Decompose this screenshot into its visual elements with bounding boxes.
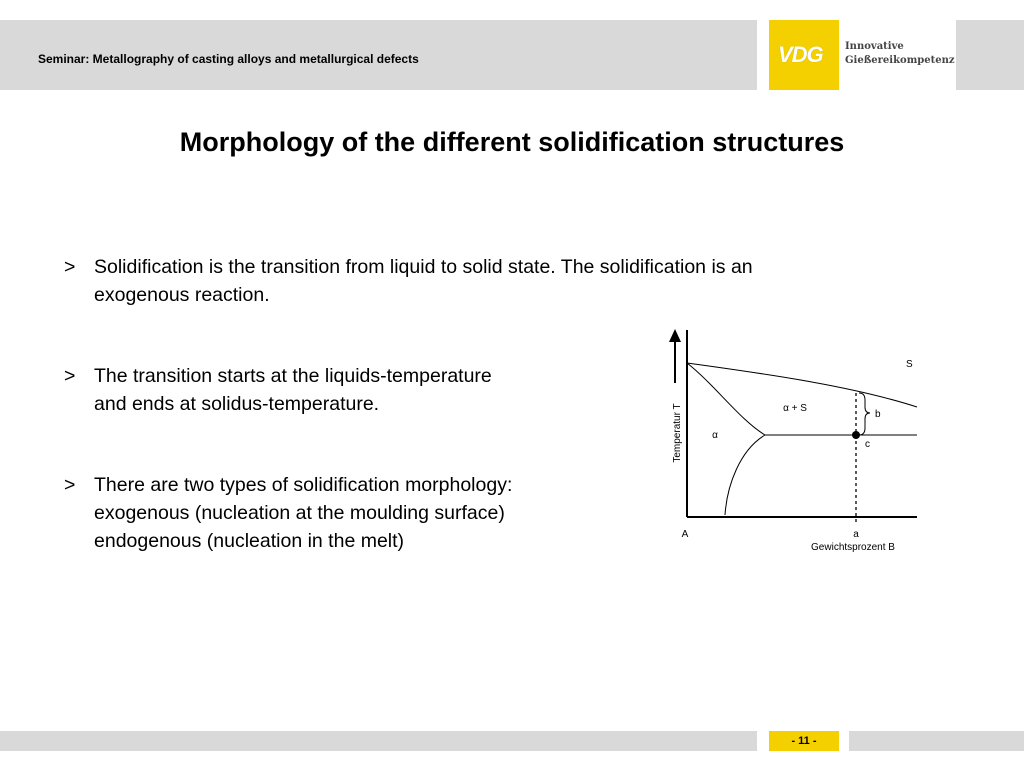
logo-tagline (845, 40, 955, 68)
label-alpha: α (712, 430, 718, 441)
bullet-text (94, 471, 512, 555)
bullet-line: There are two types of solidification morphology: (94, 474, 513, 496)
bullet-line: and ends at solidus-temperature. (94, 393, 380, 415)
point-c (852, 431, 860, 439)
label-c: c (865, 439, 870, 450)
arrow-up-icon (669, 329, 681, 342)
footer-bar-right (849, 731, 1024, 751)
y-axis-label: Temperatur T (672, 403, 683, 463)
liquidus-line (687, 363, 917, 407)
bullet-marker: > (64, 256, 76, 278)
bullet-line: Solidification is the transition from liquid to solid state. The solidification is an (94, 256, 753, 278)
bullet-line: exogenous reaction. (94, 284, 270, 306)
label-b: b (875, 409, 881, 420)
logo-tagline-line-1: Innovative (845, 41, 904, 52)
header-bar-right (956, 20, 1024, 90)
bullet-marker: > (64, 365, 76, 387)
label-S: S (906, 359, 913, 370)
bullet-text (94, 253, 753, 309)
bullet-marker: > (64, 474, 76, 496)
bullet-line: endogenous (nucleation in the melt) (94, 530, 405, 552)
brace-b (859, 393, 870, 435)
vdg-logo-text: VDG (778, 42, 830, 68)
label-a: a (853, 529, 859, 540)
footer-bar (0, 731, 757, 751)
x-axis-label: Gewichtsprozent B (811, 542, 895, 553)
label-alpha-S: α + S (783, 403, 807, 414)
solvus-line (725, 435, 765, 515)
slide-title: Morphology of the different solidification structures (179, 127, 845, 157)
logo-tagline-line-2: Gießereikompetenz (845, 55, 955, 66)
bullet-text (94, 362, 492, 418)
seminar-title: Seminar: Metallography of casting alloys and metallurgical defects (38, 52, 419, 66)
solidus-line (687, 363, 765, 435)
bullet-line: The transition starts at the liquids-temperature (94, 365, 492, 387)
phase-diagram (655, 325, 920, 560)
label-A: A (681, 529, 689, 540)
bullet-line: exogenous (nucleation at the moulding surface) (94, 502, 505, 524)
page-number: - 11 - (769, 731, 839, 751)
